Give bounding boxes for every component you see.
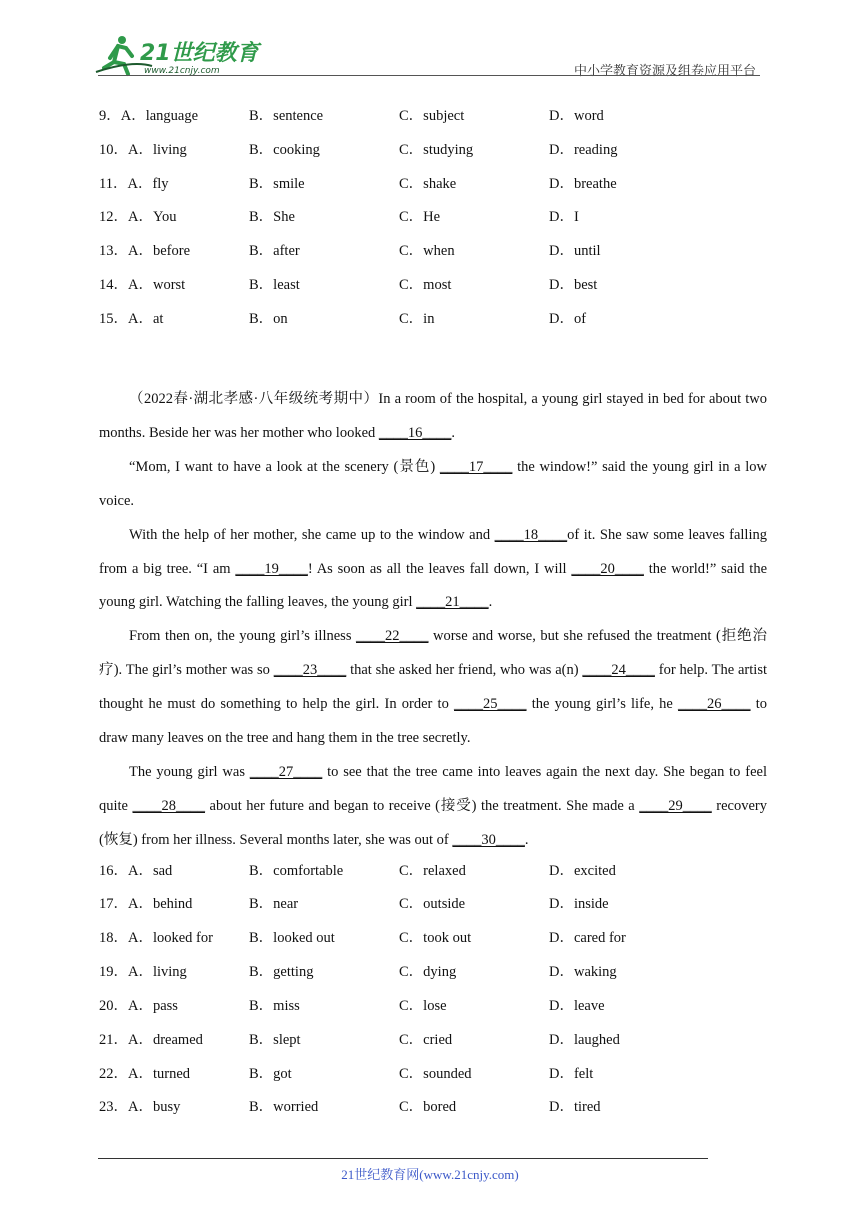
option-a: 15．A．at [99,311,164,327]
option-b: B．after [249,243,300,259]
passage-paragraph: “Mom, I want to have a look at the scenery (景色) ____17____ the window!” said the young girl in a low voice. [99,458,768,509]
option-b: B．least [249,277,300,293]
header-divider [98,75,760,76]
option-b: B．miss [249,998,300,1014]
option-d: D．felt [549,1066,594,1082]
option-c: C．shake [399,176,457,192]
option-a: 17．A．behind [99,896,193,912]
page-header [0,0,860,80]
option-b: B．got [249,1066,292,1082]
option-c: C．most [399,277,452,293]
blank-22: ____22____ [355,628,429,645]
option-d: D．breathe [549,176,617,192]
option-a: 14．A．worst [99,277,186,293]
option-b: B．looked out [249,930,335,946]
header-platform-text: 中小学教育资源及组卷应用平台 [573,63,756,78]
option-b: B．smile [249,176,305,192]
option-b: B．sentence [249,108,324,124]
option-c: C．subject [399,108,465,124]
blank-24: ____24____ [582,662,655,679]
option-c: C．bored [399,1099,457,1115]
blank-18: ____18____ [494,526,568,543]
option-d: D．reading [549,142,618,158]
option-d: D．laughed [549,1032,620,1048]
option-b: B．She [249,209,295,225]
option-c: C．studying [399,142,474,158]
option-d: D．waking [549,964,617,980]
blank-30: ____30____ [452,831,525,848]
svg-text:www.21cnjy.com: www.21cnjy.com [144,66,220,76]
passage-paragraph: With the help of her mother, she came up to the window and ____18____of it. She saw some leaves falling from a big tree. “I am ____19____! As soon as all the leaves fall down, I will ____20____ the world!” said the young girl. Watching the falling leaves, the young girl ____21____. [99,526,768,611]
option-d: D．I [549,209,579,225]
blank-28: ____28____ [132,797,206,814]
option-b: B．slept [249,1032,301,1048]
option-c: C．He [399,209,441,225]
option-a: 23．A．busy [99,1099,181,1115]
option-d: D．until [549,243,601,259]
option-d: D．best [549,277,598,293]
option-a: 21．A．dreamed [99,1032,203,1048]
option-c: C．cried [399,1032,453,1048]
option-b: B．near [249,896,299,912]
21cnjy-logo-icon [92,32,262,78]
option-b: B．worried [249,1099,319,1115]
option-b: B．on [249,311,288,327]
option-b: B．comfortable [249,863,344,879]
passage-paragraph: The young girl was ____27____ to see that the tree came into leaves again the next day. She began to feel quite ____28____ about her future and began to receive (接受) the treatment. She made a ____29____ recovery (恢复) from her illness. Several months later, she was out of ____30____. [99,763,767,848]
blank-20: ____20____ [571,560,644,577]
option-c: C．outside [399,896,466,912]
option-a: 18．A．looked for [99,930,213,946]
option-c: C．took out [399,930,472,946]
svg-text:21世纪教育: 21世纪教育 [140,41,259,66]
option-a: 13．A．before [99,243,191,259]
option-a: 10．A．living [99,142,187,158]
blank-16: ____16____ [378,424,452,441]
blank-17: ____17____ [439,458,513,475]
option-a: 12．A．You [99,209,177,225]
option-b: B．cooking [249,142,320,158]
blank-27: ____27____ [249,763,323,780]
option-a: 20．A．pass [99,998,178,1014]
option-c: C．dying [399,964,457,980]
option-d: D．cared for [549,930,626,946]
option-d: D．tired [549,1099,601,1115]
option-d: D．of [549,311,587,327]
option-d: D．leave [549,998,605,1014]
blank-26: ____26____ [678,696,751,713]
option-d: D．inside [549,896,609,912]
option-c: C．in [399,311,435,327]
option-a: 9．A．language [99,108,199,124]
cloze-passage [99,383,767,858]
blank-21: ____21____ [416,594,489,611]
option-c: C．sounded [399,1066,472,1082]
blank-23: ____23____ [273,662,347,679]
passage-paragraph: From then on, the young girl’s illness ____22____ worse and worse, but she refused the treatment (拒绝治疗). The girl’s mother was so ____23____ that she asked her friend, who was a(n) ____24____ for help. The artist thought he must do something to help the girl. In order to ____25____ the young girl’s life, he ____26____ to draw many leaves on the tree and hang them in the tree secretly. [99,628,768,747]
option-a: 16．A．sad [99,863,173,879]
option-c: C．relaxed [399,863,466,879]
blank-29: ____29____ [639,797,712,814]
blank-25: ____25____ [454,696,527,713]
passage-paragraph: （2022春·湖北孝感·八年级统考期中）In a room of the hospital, a young girl stayed in bed for about two months. Beside her was her mother who looked ____16____. [99,391,767,441]
option-c: C．when [399,243,455,259]
option-a: 11．A．fly [99,176,169,192]
option-d: D．word [549,108,604,124]
option-c: C．lose [399,998,447,1014]
option-a: 19．A．living [99,964,187,980]
footer-divider [98,1158,708,1159]
footer-link[interactable]: 21世纪教育网(www.21cnjy.com) [341,1167,519,1182]
option-a: 22．A．turned [99,1066,191,1082]
option-d: D．excited [549,863,616,879]
blank-19: ____19____ [235,560,308,577]
option-b: B．getting [249,964,314,980]
